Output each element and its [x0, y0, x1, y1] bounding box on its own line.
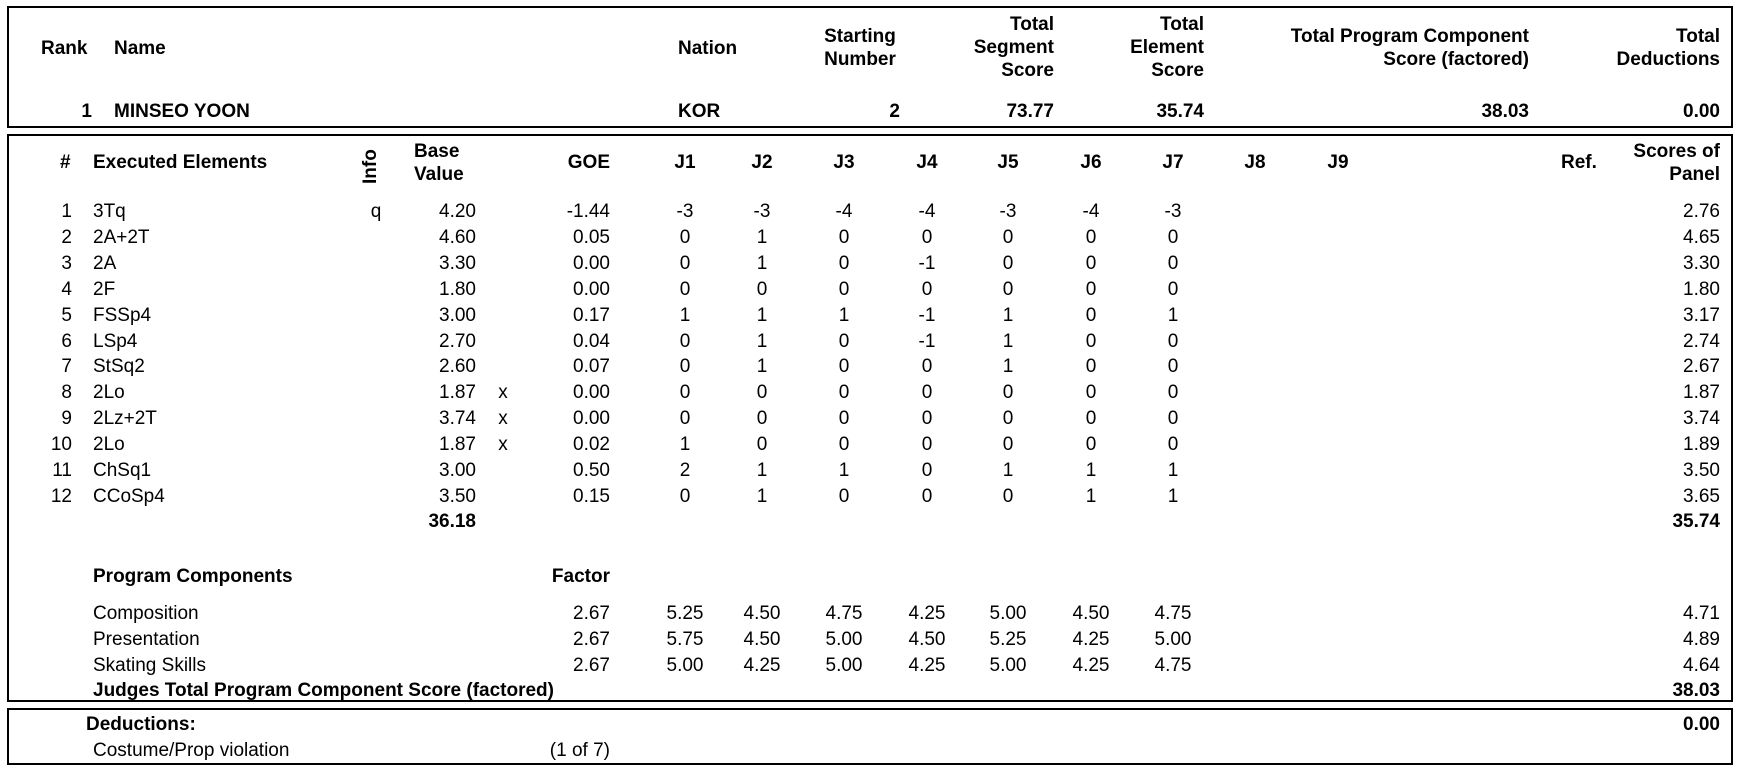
element-base-value: 1.87: [439, 382, 476, 404]
element-judge-j2: 1: [756, 252, 768, 274]
j6-header: J6: [1080, 152, 1102, 173]
element-panel-score: 2.67: [1683, 356, 1720, 378]
element-goe: 0.02: [573, 434, 610, 456]
element-judge-j1: 0: [679, 485, 691, 507]
base-value-total: 36.18: [428, 511, 476, 532]
element-judge-j5: 0: [1002, 485, 1014, 507]
component-judge-j3: 5.00: [825, 654, 863, 676]
element-base-value: 3.00: [439, 460, 476, 481]
element-judge-j3: 0: [838, 252, 850, 274]
component-judge-j6: 4.25: [1072, 654, 1110, 676]
element-judge-j4: 0: [921, 278, 933, 300]
element-name: 2F: [93, 278, 116, 300]
ref-header: Ref.: [1561, 152, 1597, 173]
element-judge-j3: 0: [838, 226, 850, 248]
element-judge-j2: 1: [756, 304, 768, 326]
element-judge-j6: 0: [1085, 434, 1097, 456]
element-judge-j3: 1: [838, 460, 850, 481]
element-judge-j1: 0: [679, 408, 691, 430]
element-judge-j2: 0: [756, 408, 768, 430]
skater-total-deductions: 0.00: [1683, 101, 1720, 122]
j9-header: J9: [1327, 152, 1349, 173]
component-judge-j7: 4.75: [1154, 654, 1192, 676]
element-judge-j2: 1: [756, 485, 768, 507]
base-value-header-line1: Base: [414, 141, 460, 162]
component-judge-j5: 5.00: [989, 603, 1027, 624]
deductions-title: Deductions:: [86, 714, 196, 735]
element-name: 2A+2T: [93, 226, 150, 248]
tes-header-line1: Total: [1160, 14, 1204, 35]
element-judge-j4: 0: [921, 434, 933, 456]
element-judge-j5: -3: [999, 201, 1017, 222]
element-judge-j6: 0: [1085, 252, 1097, 274]
element-goe: 0.00: [573, 408, 610, 430]
element-judge-j7: 0: [1167, 382, 1179, 404]
factor-header: Factor: [551, 566, 610, 587]
element-name: StSq2: [93, 356, 145, 378]
component-judge-j5: 5.25: [989, 628, 1027, 650]
judges-total-pcs-value: 38.03: [1672, 680, 1720, 701]
component-judge-j6: 4.25: [1072, 628, 1110, 650]
element-judge-j7: 0: [1167, 330, 1179, 352]
element-number: 6: [61, 330, 72, 352]
element-judge-j3: 1: [838, 304, 850, 326]
element-base-value: 3.74: [439, 408, 476, 430]
component-panel-score: 4.89: [1683, 628, 1720, 650]
component-judge-j7: 5.00: [1154, 628, 1192, 650]
skater-rank: 1: [81, 101, 92, 122]
skater-starting-number: 2: [889, 101, 900, 122]
element-judge-j7: 1: [1167, 460, 1179, 481]
element-name: 2Lz+2T: [93, 408, 157, 430]
element-goe: 0.15: [573, 485, 610, 507]
element-panel-score: 1.87: [1683, 382, 1720, 404]
element-judge-j1: 1: [679, 434, 691, 456]
name-header: Name: [114, 38, 166, 59]
element-judge-j6: 0: [1085, 408, 1097, 430]
element-judge-j4: 0: [921, 485, 933, 507]
element-judge-j4: 0: [921, 226, 933, 248]
element-judge-j1: 2: [679, 460, 691, 481]
element-judge-j1: 0: [679, 278, 691, 300]
element-number: 11: [52, 460, 72, 481]
element-judge-j7: 0: [1167, 408, 1179, 430]
element-name: LSp4: [93, 330, 138, 352]
element-row: [0, 406, 1740, 432]
program-components-title: Program Components: [93, 566, 293, 587]
element-row: [0, 380, 1740, 406]
skater-total-element-score: 35.74: [1156, 101, 1204, 122]
element-number: 9: [61, 408, 72, 430]
skater-total-segment-score: 73.77: [1006, 101, 1054, 122]
element-judge-j3: 0: [838, 278, 850, 300]
judges-total-pcs-label: Judges Total Program Component Score (factored): [93, 680, 554, 701]
element-judge-j7: 0: [1167, 356, 1179, 378]
element-judge-j7: 0: [1167, 278, 1179, 300]
element-number: 8: [61, 382, 72, 404]
component-judge-j2: 4.50: [743, 628, 781, 650]
element-judge-j3: 0: [838, 408, 850, 430]
j5-header: J5: [997, 152, 1019, 173]
component-factor: 2.67: [573, 628, 610, 650]
deduction-item-note: (1 of 7): [549, 740, 610, 761]
element-judge-j7: 1: [1167, 485, 1179, 507]
element-judge-j2: 1: [756, 330, 768, 352]
element-judge-j3: 0: [838, 382, 850, 404]
j1-header: J1: [674, 152, 696, 173]
element-base-value: 3.00: [439, 304, 476, 326]
element-goe: 0.50: [573, 460, 610, 481]
element-goe: 0.07: [573, 356, 610, 378]
element-name: 2Lo: [93, 382, 125, 404]
element-judge-j5: 0: [1002, 408, 1014, 430]
element-row: [0, 277, 1740, 303]
skater-nation: KOR: [678, 101, 721, 122]
deduction-item-label: Costume/Prop violation: [93, 740, 290, 761]
element-judge-j1: 0: [679, 382, 691, 404]
tss-header-line3: Score: [1001, 60, 1054, 81]
skater-total-pcs: 38.03: [1481, 101, 1529, 122]
deductions-value: 0.00: [1683, 714, 1720, 735]
element-panel-score: 3.17: [1683, 304, 1720, 326]
j4-header: J4: [916, 152, 938, 173]
component-judge-j2: 4.25: [743, 654, 781, 676]
deductions-header-line2: Deductions: [1616, 49, 1720, 70]
tes-header-line3: Score: [1151, 60, 1204, 81]
element-judge-j3: 0: [838, 434, 850, 456]
element-goe: -1.44: [566, 201, 610, 222]
element-number: 4: [61, 278, 72, 300]
element-judge-j6: 0: [1085, 382, 1097, 404]
element-goe: 0.00: [573, 278, 610, 300]
element-judge-j4: -1: [918, 252, 936, 274]
element-judge-j5: 0: [1002, 252, 1014, 274]
element-judge-j5: 1: [1002, 356, 1014, 378]
element-judge-j6: 0: [1085, 330, 1097, 352]
element-number: 3: [61, 252, 72, 274]
element-name: 2Lo: [93, 434, 125, 456]
j3-header: J3: [833, 152, 855, 173]
component-factor: 2.67: [573, 654, 610, 676]
element-judge-j5: 0: [1002, 226, 1014, 248]
scores-of-panel-header-line2: Panel: [1669, 164, 1720, 185]
element-base-value: 1.80: [439, 278, 476, 300]
element-row: [0, 225, 1740, 251]
element-judge-j5: 0: [1002, 382, 1014, 404]
component-judge-j3: 4.75: [825, 603, 863, 624]
element-panel-score: 3.74: [1683, 408, 1720, 430]
element-goe: 0.05: [573, 226, 610, 248]
pcs-header-line2: Score (factored): [1383, 49, 1529, 70]
element-judge-j2: 0: [756, 278, 768, 300]
element-number: 7: [61, 356, 72, 378]
element-panel-score: 2.74: [1683, 330, 1720, 352]
element-row: [0, 251, 1740, 277]
element-judge-j3: 0: [838, 485, 850, 507]
component-name: Composition: [93, 603, 199, 624]
element-judge-j5: 0: [1002, 434, 1014, 456]
element-goe: 0.00: [573, 382, 610, 404]
element-judge-j2: 1: [756, 226, 768, 248]
element-judge-j5: 1: [1002, 460, 1014, 481]
element-bonus-mark: x: [498, 434, 508, 456]
element-judge-j6: 0: [1085, 304, 1097, 326]
element-judge-j1: -3: [676, 201, 694, 222]
component-panel-score: 4.64: [1683, 654, 1720, 676]
element-judge-j4: -4: [918, 201, 936, 222]
program-component-row: [0, 653, 1740, 679]
element-panel-score: 3.50: [1683, 460, 1720, 481]
base-value-header-line2: Value: [414, 164, 464, 185]
element-judge-j5: 1: [1002, 304, 1014, 326]
element-number: 1: [61, 201, 72, 222]
program-component-row: [0, 627, 1740, 653]
executed-elements-header: Executed Elements: [93, 152, 268, 173]
element-judge-j5: 1: [1002, 330, 1014, 352]
element-judge-j1: 1: [679, 304, 691, 326]
element-info: q: [370, 201, 382, 222]
pcs-header-line1: Total Program Component: [1290, 26, 1529, 47]
program-component-row: [0, 601, 1740, 627]
element-row: [0, 329, 1740, 355]
element-panel-score: 3.30: [1683, 252, 1720, 274]
component-judge-j3: 5.00: [825, 628, 863, 650]
element-judge-j1: 0: [679, 330, 691, 352]
info-header: Info: [360, 149, 381, 184]
element-goe: 0.17: [573, 304, 610, 326]
element-judge-j1: 0: [679, 226, 691, 248]
element-judge-j3: 0: [838, 330, 850, 352]
element-number: 2: [61, 226, 72, 248]
element-judge-j5: 0: [1002, 278, 1014, 300]
element-judge-j6: 0: [1085, 226, 1097, 248]
starting-number-header-line1: Starting: [824, 26, 896, 47]
element-number: 12: [50, 485, 72, 507]
element-judge-j4: -1: [918, 304, 936, 326]
tss-header-line1: Total: [1010, 14, 1054, 35]
element-name: CCoSp4: [93, 485, 165, 507]
component-name: Skating Skills: [93, 654, 206, 676]
element-base-value: 3.50: [439, 485, 476, 507]
element-judge-j2: 0: [756, 382, 768, 404]
element-base-value: 4.20: [439, 201, 476, 222]
element-panel-score: 1.80: [1683, 278, 1720, 300]
element-row: [0, 199, 1740, 225]
component-judge-j1: 5.75: [666, 628, 704, 650]
element-name: FSSp4: [93, 304, 152, 326]
element-number-header: #: [60, 152, 71, 173]
deductions-header-line1: Total: [1676, 26, 1720, 47]
element-name: 2A: [93, 252, 117, 274]
element-judge-j6: 1: [1085, 460, 1097, 481]
element-judge-j6: -4: [1082, 201, 1100, 222]
element-judge-j1: 0: [679, 252, 691, 274]
element-base-value: 2.60: [439, 356, 476, 378]
j2-header: J2: [751, 152, 773, 173]
elements-score-total: 35.74: [1672, 511, 1720, 532]
element-judge-j4: -1: [918, 330, 936, 352]
component-judge-j6: 4.50: [1072, 603, 1110, 624]
element-panel-score: 1.89: [1683, 434, 1720, 456]
element-judge-j7: 1: [1167, 304, 1179, 326]
nation-header: Nation: [678, 38, 738, 59]
element-judge-j2: 0: [756, 434, 768, 456]
element-row: [0, 484, 1740, 510]
element-number: 5: [61, 304, 72, 326]
component-judge-j4: 4.25: [908, 654, 946, 676]
element-base-value: 2.70: [439, 330, 476, 352]
element-judge-j1: 0: [679, 356, 691, 378]
element-bonus-mark: x: [498, 408, 508, 430]
component-judge-j1: 5.00: [666, 654, 704, 676]
goe-header: GOE: [567, 152, 610, 173]
element-panel-score: 4.65: [1683, 226, 1720, 248]
component-judge-j5: 5.00: [989, 654, 1027, 676]
element-row: [0, 458, 1740, 484]
element-judge-j2: 1: [756, 460, 768, 481]
scores-of-panel-header-line1: Scores of: [1633, 141, 1720, 162]
element-judge-j6: 0: [1085, 278, 1097, 300]
element-name: 3Tq: [93, 201, 126, 222]
element-goe: 0.04: [573, 330, 610, 352]
element-judge-j7: 0: [1167, 252, 1179, 274]
element-base-value: 4.60: [439, 226, 476, 248]
element-panel-score: 2.76: [1683, 201, 1720, 222]
element-name: ChSq1: [93, 460, 152, 481]
element-base-value: 1.87: [439, 434, 476, 456]
element-number: 10: [50, 434, 72, 456]
skater-name: MINSEO YOON: [114, 101, 250, 122]
element-judge-j6: 0: [1085, 356, 1097, 378]
element-bonus-mark: x: [498, 382, 508, 404]
starting-number-header-line2: Number: [824, 49, 896, 70]
element-judge-j4: 0: [921, 408, 933, 430]
tss-header-line2: Segment: [973, 37, 1054, 58]
component-name: Presentation: [93, 628, 200, 650]
component-judge-j4: 4.25: [908, 603, 946, 624]
element-judge-j3: 0: [838, 356, 850, 378]
element-row: [0, 303, 1740, 329]
element-row: [0, 354, 1740, 380]
component-panel-score: 4.71: [1683, 603, 1720, 624]
element-judge-j2: 1: [756, 356, 768, 378]
element-judge-j4: 0: [921, 460, 933, 481]
element-judge-j6: 1: [1085, 485, 1097, 507]
component-factor: 2.67: [573, 603, 610, 624]
j7-header: J7: [1162, 152, 1184, 173]
component-judge-j1: 5.25: [666, 603, 704, 624]
j8-header: J8: [1244, 152, 1266, 173]
rank-header: Rank: [41, 38, 88, 59]
tes-header-line2: Element: [1130, 37, 1204, 58]
element-judge-j4: 0: [921, 382, 933, 404]
element-judge-j3: -4: [835, 201, 853, 222]
element-base-value: 3.30: [439, 252, 476, 274]
component-judge-j2: 4.50: [743, 603, 781, 624]
element-judge-j7: 0: [1167, 434, 1179, 456]
component-judge-j7: 4.75: [1154, 603, 1192, 624]
element-row: [0, 432, 1740, 458]
element-judge-j7: 0: [1167, 226, 1179, 248]
component-judge-j4: 4.50: [908, 628, 946, 650]
element-judge-j2: -3: [753, 201, 771, 222]
element-judge-j7: -3: [1164, 201, 1182, 222]
element-goe: 0.00: [573, 252, 610, 274]
element-judge-j4: 0: [921, 356, 933, 378]
element-panel-score: 3.65: [1683, 485, 1720, 507]
